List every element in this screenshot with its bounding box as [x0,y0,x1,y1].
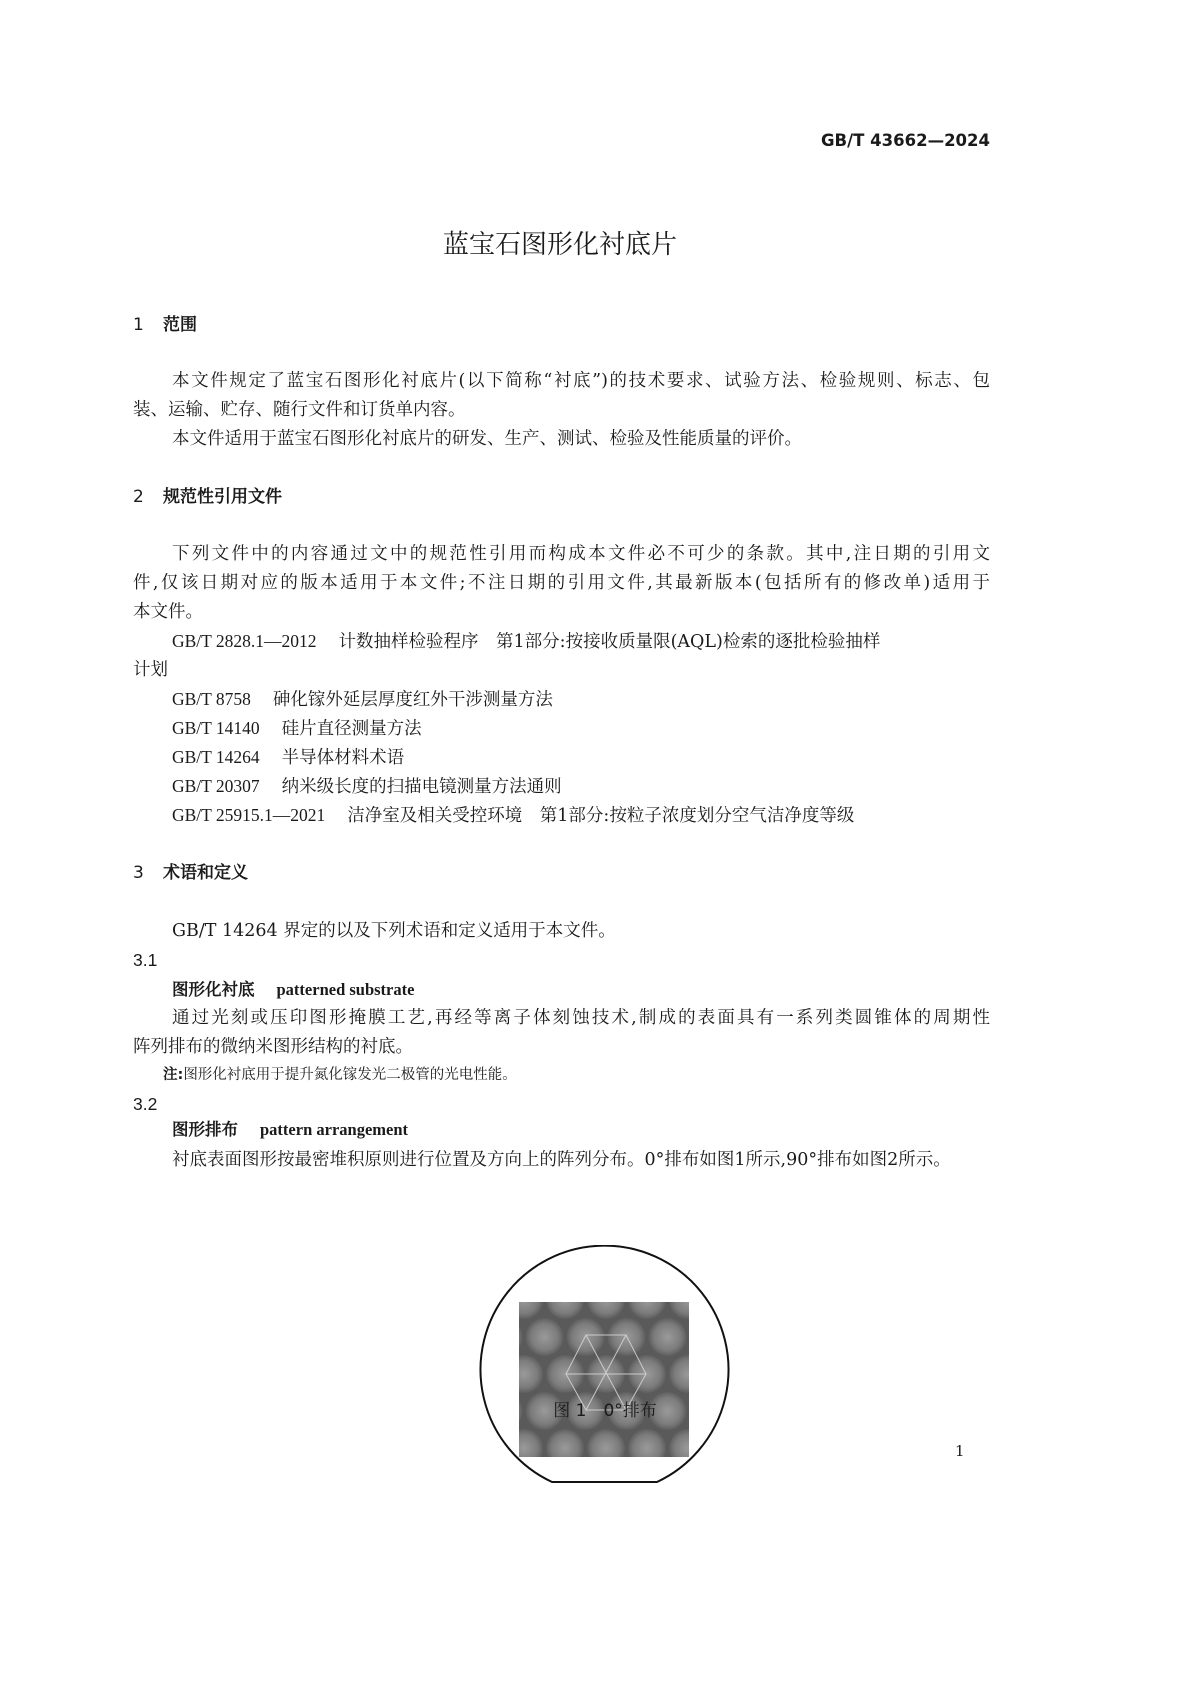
pattern-sphere [526,1245,564,1282]
pattern-sphere [669,1355,707,1393]
section-number: 3 [133,863,144,883]
pattern-sphere [470,1429,502,1467]
pattern-sphere [526,1318,564,1356]
paragraph: 本文件规定了蓝宝石图形化衬底片(以下简称“衬底”)的技术要求、试验方法、检验规则、标志、包 [172,371,990,391]
reference-title: 计数抽样检验程序 第1部分:按接收质量限(AQL)检索的逐批检验抽样 [338,632,881,652]
reference-item [133,627,990,656]
pattern-sphere [470,1466,482,1490]
pattern-sphere [690,1245,728,1282]
term-number: 3.2 [133,1094,158,1114]
pattern-sphere [567,1466,605,1490]
reference-code: GB/T 25915.1—2021 [172,805,326,825]
sphere-array [470,1245,740,1490]
term-en: patterned substrate [276,980,415,999]
section-title: 术语和定义 [163,863,248,883]
pattern-sphere [485,1466,523,1490]
reference-code: GB/T 14140 [172,718,260,738]
reference-title: 纳米级长度的扫描电镜测量方法通则 [281,777,562,797]
paragraph: 本文件。 [133,602,203,622]
term-en: pattern arrangement [260,1120,409,1139]
pattern-sphere [628,1281,666,1319]
paragraph: 装、运输、贮存、随行文件和订货单内容。 [133,400,466,420]
reference-item [133,714,990,743]
pattern-sphere [608,1466,646,1490]
pattern-sphere [649,1466,687,1490]
section-3-heading [133,859,990,888]
paragraph: 下列文件中的内容通过文中的规范性引用而构成本文件必不可少的条款。其中,注日期的引用文 [172,544,990,564]
term-definition: 衬底表面图形按最密堆积原则进行位置及方向上的阵列分布。0°排布如图1所示,90°排布如图2所示。 [172,1150,951,1170]
section-2-heading [133,483,990,512]
pattern-sphere [587,1429,625,1467]
figure-0-degree-arrangement [470,1245,740,1490]
reference-code: GB/T 14264 [172,747,260,767]
pattern-sphere [546,1281,584,1319]
term-heading [133,975,990,1004]
term-zh: 图形化衬底 [172,980,255,999]
pattern-sphere [485,1245,523,1282]
pattern-sphere [669,1281,707,1319]
paragraph: 件,仅该日期对应的版本适用于本文件;不注日期的引用文件,其最新版本(包括所有的修改单)适用于 [133,573,990,593]
pattern-sphere [587,1281,625,1319]
paragraph: 本文件适用于蓝宝石图形化衬底片的研发、生产、测试、检验及性能质量的评价。 [172,429,802,449]
pattern-sphere [628,1429,666,1467]
paragraph: GB/T 14264 界定的以及下列术语和定义适用于本文件。 [172,921,616,941]
reference-item [133,743,990,772]
pattern-sphere [505,1355,543,1393]
reference-title: 硅片直径测量方法 [281,719,422,739]
pattern-sphere [710,1429,740,1467]
reference-title: 洁净室及相关受控环境 第1部分:按粒子浓度划分空气洁净度等级 [347,806,855,826]
term-heading [133,1115,990,1144]
reference-code: GB/T 20307 [172,776,260,796]
note-label: 注: [163,1067,184,1083]
section-title: 范围 [163,315,197,335]
note [133,1061,990,1090]
term-definition: 通过光刻或压印图形掩膜工艺,再经等离子体刻蚀技术,制成的表面具有一系列类圆锥体的周期性 [172,1008,990,1028]
reference-continuation: 计划 [133,660,168,680]
standard-number: GB/T 43662—2024 [821,131,990,150]
pattern-sphere [470,1245,482,1282]
pattern-sphere [690,1318,728,1356]
pattern-sphere [710,1355,740,1393]
reference-item [133,801,990,830]
document-title: 蓝宝石图形化衬底片 [442,230,677,260]
pattern-sphere [470,1318,482,1356]
reference-item [133,685,990,714]
reference-code: GB/T 2828.1—2012 [172,631,317,651]
pattern-sphere [546,1429,584,1467]
section-title: 规范性引用文件 [163,487,282,507]
section-number: 1 [133,315,144,335]
reference-title: 半导体材料术语 [281,748,405,768]
pattern-sphere [505,1429,543,1467]
page-number: 1 [955,1442,965,1460]
pattern-sphere [690,1466,728,1490]
pattern-sphere [505,1281,543,1319]
term-zh: 图形排布 [172,1120,238,1139]
pattern-sphere [731,1245,741,1282]
pattern-sphere [649,1318,687,1356]
section-number: 2 [133,487,144,507]
section-1-heading [133,311,990,340]
pattern-sphere [470,1281,502,1319]
note-text: 图形化衬底用于提升氮化镓发光二极管的光电性能。 [183,1067,517,1083]
term-number: 3.1 [133,950,158,970]
reference-code: GB/T 8758 [172,689,251,709]
reference-item [133,772,990,801]
figure-caption: 图 1 0°排布 [553,1401,657,1421]
pattern-sphere [731,1466,741,1490]
term-definition: 阵列排布的微纳米图形结构的衬底。 [133,1037,413,1057]
reference-title: 砷化镓外延层厚度红外干涉测量方法 [272,690,553,710]
pattern-sphere [470,1355,502,1393]
pattern-sphere [731,1318,741,1356]
